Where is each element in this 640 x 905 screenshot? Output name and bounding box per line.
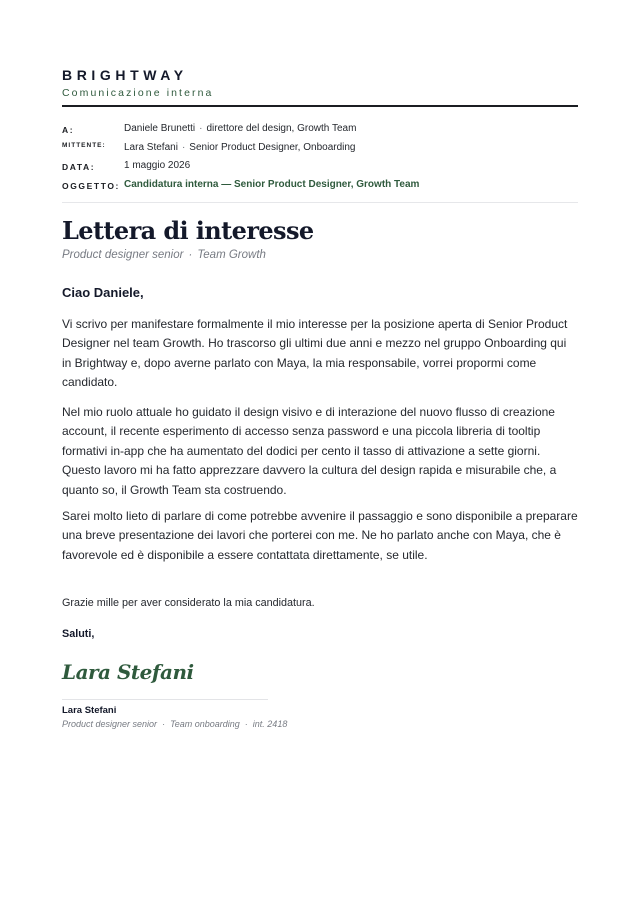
meta-from-label: MITTENTE: <box>62 142 106 149</box>
body-paragraph-3: Sarei molto lieto di parlare di come potrebbe avvenire il passaggio e sono disponibile a preparare una breve presentazione dei lavori che porterei con me. Ne ho parlato anche con Maya, che è favorevole ed è disponibile a essere contattata direttamente, se utile. <box>62 509 578 562</box>
signature-details <box>62 719 287 729</box>
sender-role: Senior Product Designer, Onboarding <box>189 142 356 153</box>
signature-extension: int. 2418 <box>252 719 288 729</box>
separator-dot: · <box>162 719 166 729</box>
signature-script: Lara Stefani <box>62 660 194 684</box>
brand-wordmark: BRIGHTWAY <box>62 67 188 83</box>
separator-dot: · <box>199 123 203 134</box>
body-paragraph-1: Vi scrivo per manifestare formalmente il mio interesse per la posizione aperta di Senior Product Designer nel team Growth. Ho trascorso gli ultimi due anni e mezzo nel gruppo Onboarding qui in Brightway e, dopo averne parlato con Maya, la mia responsabile, vorrei propormi come candidato. <box>62 317 568 390</box>
meta-date-row <box>62 160 578 176</box>
header-divider <box>62 105 578 107</box>
meta-subject-row <box>62 179 578 195</box>
department-label: Comunicazione interna <box>62 87 214 99</box>
meta-subject-label: OGGETTO: <box>62 181 120 191</box>
letter-title: Lettera di interesse <box>62 216 314 245</box>
recipient-name: Daniele Brunetti <box>124 123 196 134</box>
meta-to-value <box>124 123 356 134</box>
meta-from-row <box>62 142 578 158</box>
separator-dot: · <box>181 142 186 153</box>
signature-team: Team onboarding <box>170 719 240 729</box>
subtitle-role: Product designer senior <box>62 249 184 261</box>
subtitle-team: Team Growth <box>197 249 266 261</box>
body-paragraph-2: Nel mio ruolo attuale ho guidato il design visivo e di interazione del nuovo flusso di creazione account, il recente esperimento di accesso senza password e una piccola libreria di tooltip formativi in-app che ha aumentato del dodici per cento il tasso di attivazione a sette giorni. Questo lavoro mi ha fatto apprezzare davvero la cultura del design rapida e misurabile che, a quanto so, il Growth Team sta costruendo. <box>62 405 557 497</box>
signature-name: Lara Stefani <box>62 705 117 716</box>
meta-to-row <box>62 123 578 139</box>
meta-from-value <box>124 142 356 153</box>
meta-subject-value: Candidatura interna — Senior Product Designer, Growth Team <box>124 179 420 190</box>
signature-role: Product designer senior <box>62 719 158 729</box>
meta-divider <box>62 202 578 203</box>
signature-divider <box>62 699 268 700</box>
meta-date-value: 1 maggio 2026 <box>124 160 191 171</box>
meta-to-label: A: <box>62 125 75 135</box>
greeting: Ciao Daniele, <box>62 285 144 300</box>
sender-name: Lara Stefani <box>124 142 178 153</box>
separator-dot: · <box>244 719 248 729</box>
recipient-role: direttore del design, Growth Team <box>206 123 357 134</box>
closing-line: Saluti, <box>62 628 95 640</box>
separator-dot: · <box>188 249 193 261</box>
meta-date-label: DATA: <box>62 162 96 172</box>
letter-subtitle <box>62 249 266 261</box>
thanks-line: Grazie mille per aver considerato la mia candidatura. <box>62 597 315 609</box>
